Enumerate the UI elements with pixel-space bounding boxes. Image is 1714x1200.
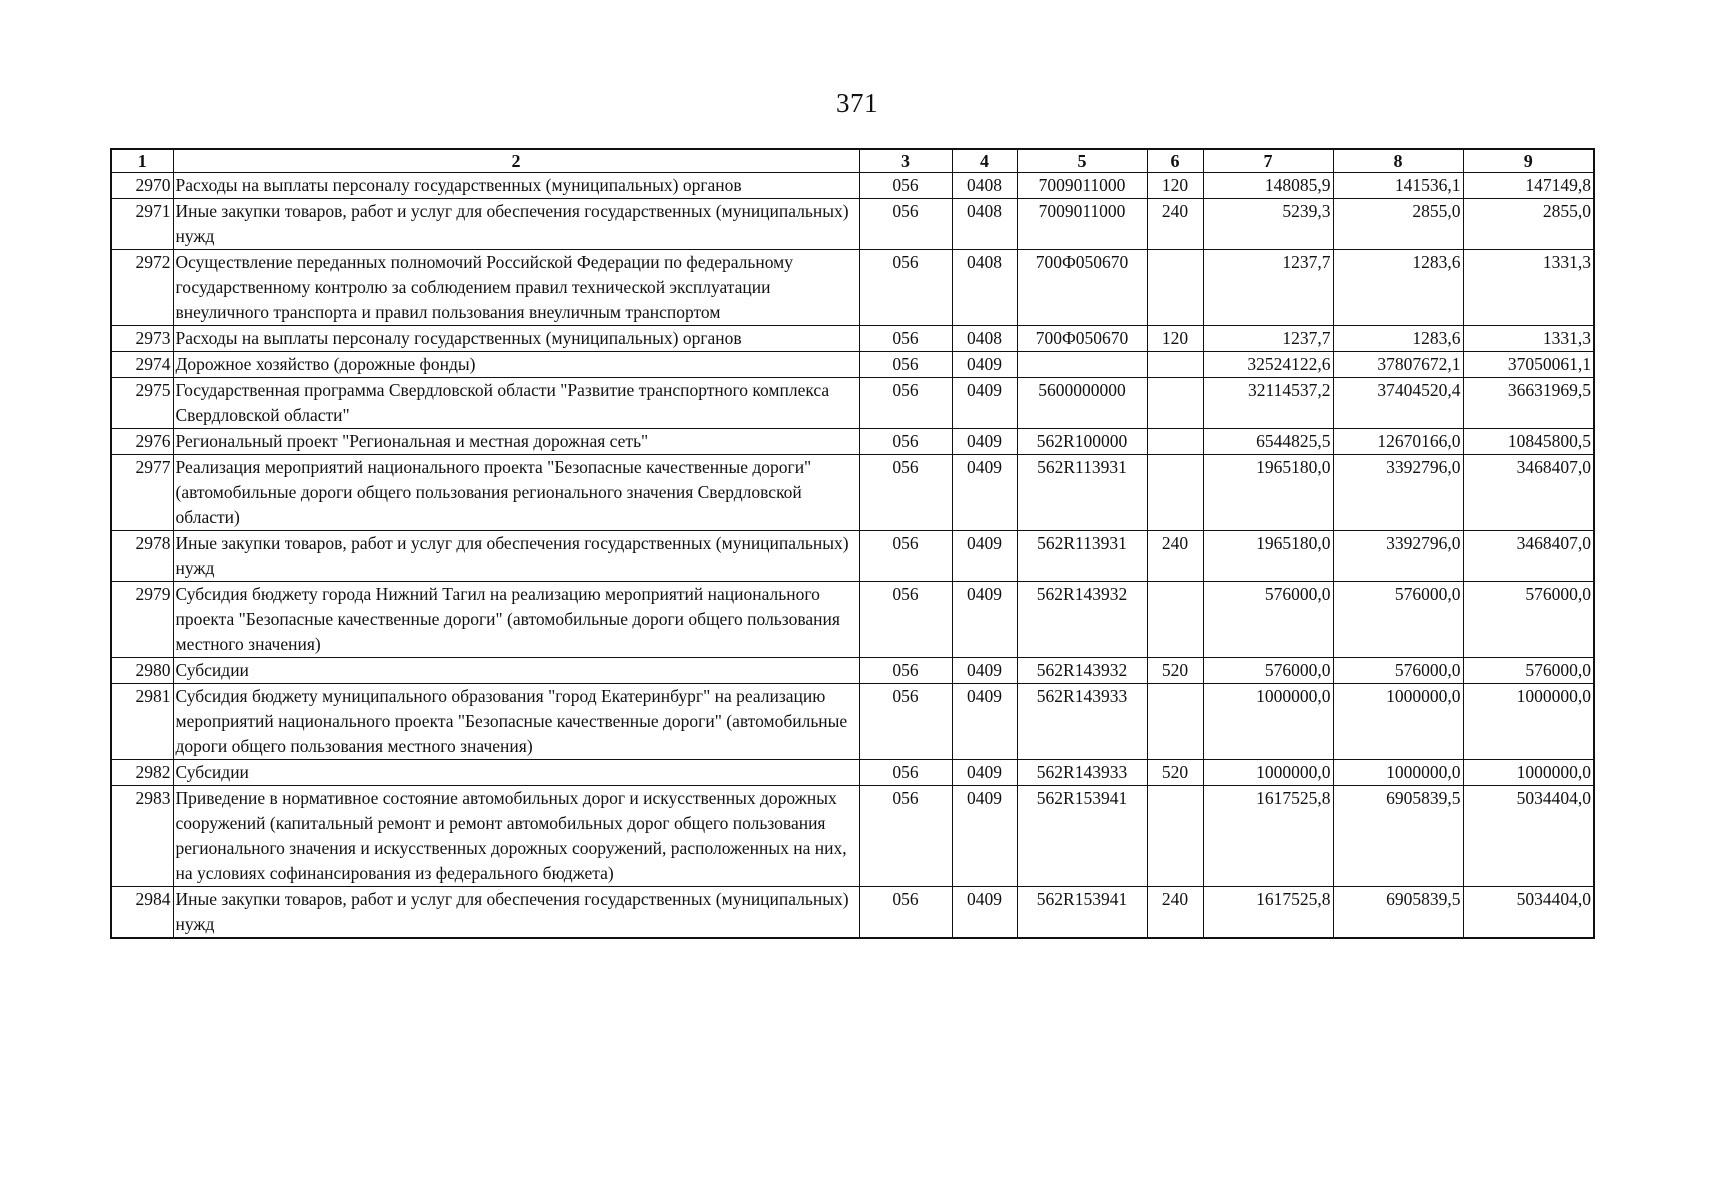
row-col7-amount: 1617525,8 xyxy=(1203,887,1333,939)
column-header-2: 2 xyxy=(173,149,859,173)
row-col3-code: 056 xyxy=(859,250,952,326)
row-col8-amount: 1000000,0 xyxy=(1333,684,1463,760)
row-col3-code: 056 xyxy=(859,326,952,352)
row-col7-amount: 6544825,5 xyxy=(1203,429,1333,455)
row-col3-code: 056 xyxy=(859,378,952,429)
row-col9-amount: 1331,3 xyxy=(1463,326,1594,352)
row-col6-type xyxy=(1147,786,1203,887)
row-col5-target: 562R153941 xyxy=(1017,887,1147,939)
row-description: Субсидии xyxy=(173,658,859,684)
row-description: Иные закупки товаров, работ и услуг для обеспечения государственных (муниципальных) нужд xyxy=(173,199,859,250)
row-col5-target: 5600000000 xyxy=(1017,378,1147,429)
row-col5-target: 562R100000 xyxy=(1017,429,1147,455)
column-header-6: 6 xyxy=(1147,149,1203,173)
row-col5-target xyxy=(1017,352,1147,378)
page-number: 371 xyxy=(836,88,878,118)
row-col4-section: 0408 xyxy=(952,326,1017,352)
row-description: Иные закупки товаров, работ и услуг для обеспечения государственных (муниципальных) нужд xyxy=(173,887,859,939)
row-number: 2982 xyxy=(111,760,173,786)
row-col6-type xyxy=(1147,455,1203,531)
row-number: 2977 xyxy=(111,455,173,531)
row-description: Осуществление переданных полномочий Российской Федерации по федеральному государственному контролю за соблюдением правил технической эксплуатации внеуличного транспорта и правил пользования внеуличным транспортом xyxy=(173,250,859,326)
row-col6-type: 240 xyxy=(1147,199,1203,250)
row-col5-target: 562R143932 xyxy=(1017,582,1147,658)
row-col5-target: 7009011000 xyxy=(1017,199,1147,250)
row-col8-amount: 37404520,4 xyxy=(1333,378,1463,429)
table-row xyxy=(111,531,1594,582)
row-col7-amount: 5239,3 xyxy=(1203,199,1333,250)
row-col8-amount: 1283,6 xyxy=(1333,326,1463,352)
row-col8-amount: 1000000,0 xyxy=(1333,760,1463,786)
row-description: Субсидия бюджету муниципального образования "город Екатеринбург" на реализацию мероприятий национального проекта "Безопасные качественные дороги" (автомобильные дороги общего пользования местного значения) xyxy=(173,684,859,760)
row-col7-amount: 1965180,0 xyxy=(1203,455,1333,531)
row-description: Реализация мероприятий национального проекта "Безопасные качественные дороги" (автомобильные дороги общего пользования регионального значения Свердловской области) xyxy=(173,455,859,531)
row-col4-section: 0409 xyxy=(952,429,1017,455)
row-number: 2984 xyxy=(111,887,173,939)
row-col4-section: 0409 xyxy=(952,760,1017,786)
row-col9-amount: 3468407,0 xyxy=(1463,531,1594,582)
row-number: 2981 xyxy=(111,684,173,760)
row-description: Расходы на выплаты персоналу государственных (муниципальных) органов xyxy=(173,173,859,199)
row-description: Дорожное хозяйство (дорожные фонды) xyxy=(173,352,859,378)
row-number: 2972 xyxy=(111,250,173,326)
row-col5-target: 562R143933 xyxy=(1017,684,1147,760)
row-col5-target: 562R143932 xyxy=(1017,658,1147,684)
column-header-3: 3 xyxy=(859,149,952,173)
table-row xyxy=(111,378,1594,429)
row-description: Государственная программа Свердловской области "Развитие транспортного комплекса Свердловской области" xyxy=(173,378,859,429)
column-header-4: 4 xyxy=(952,149,1017,173)
row-col6-type xyxy=(1147,429,1203,455)
row-col4-section: 0408 xyxy=(952,250,1017,326)
row-col9-amount: 3468407,0 xyxy=(1463,455,1594,531)
row-col7-amount: 576000,0 xyxy=(1203,582,1333,658)
row-col5-target: 562R153941 xyxy=(1017,786,1147,887)
row-col5-target: 562R113931 xyxy=(1017,455,1147,531)
column-header-7: 7 xyxy=(1203,149,1333,173)
column-header-5: 5 xyxy=(1017,149,1147,173)
row-col5-target: 7009011000 xyxy=(1017,173,1147,199)
row-col6-type xyxy=(1147,250,1203,326)
budget-table xyxy=(110,148,1595,939)
row-number: 2974 xyxy=(111,352,173,378)
row-col7-amount: 148085,9 xyxy=(1203,173,1333,199)
row-col9-amount: 5034404,0 xyxy=(1463,887,1594,939)
row-col3-code: 056 xyxy=(859,760,952,786)
column-header-8: 8 xyxy=(1333,149,1463,173)
table-row xyxy=(111,173,1594,199)
table-row xyxy=(111,429,1594,455)
row-col4-section: 0409 xyxy=(952,684,1017,760)
row-col3-code: 056 xyxy=(859,173,952,199)
table-row xyxy=(111,250,1594,326)
row-number: 2975 xyxy=(111,378,173,429)
row-col3-code: 056 xyxy=(859,786,952,887)
row-col6-type: 240 xyxy=(1147,531,1203,582)
row-col7-amount: 576000,0 xyxy=(1203,658,1333,684)
row-col6-type xyxy=(1147,378,1203,429)
row-col7-amount: 32524122,6 xyxy=(1203,352,1333,378)
row-col8-amount: 37807672,1 xyxy=(1333,352,1463,378)
row-number: 2971 xyxy=(111,199,173,250)
row-col3-code: 056 xyxy=(859,887,952,939)
row-number: 2978 xyxy=(111,531,173,582)
row-col4-section: 0409 xyxy=(952,455,1017,531)
row-number: 2973 xyxy=(111,326,173,352)
row-col7-amount: 1237,7 xyxy=(1203,326,1333,352)
row-col3-code: 056 xyxy=(859,684,952,760)
row-number: 2979 xyxy=(111,582,173,658)
row-col6-type: 120 xyxy=(1147,173,1203,199)
row-col9-amount: 147149,8 xyxy=(1463,173,1594,199)
row-col5-target: 700Ф050670 xyxy=(1017,326,1147,352)
row-col3-code: 056 xyxy=(859,658,952,684)
row-description: Региональный проект "Региональная и местная дорожная сеть" xyxy=(173,429,859,455)
row-col6-type xyxy=(1147,684,1203,760)
row-col8-amount: 3392796,0 xyxy=(1333,531,1463,582)
row-col4-section: 0409 xyxy=(952,378,1017,429)
row-col9-amount: 576000,0 xyxy=(1463,582,1594,658)
row-number: 2970 xyxy=(111,173,173,199)
table-row xyxy=(111,352,1594,378)
table-row xyxy=(111,786,1594,887)
row-col8-amount: 141536,1 xyxy=(1333,173,1463,199)
table-row xyxy=(111,199,1594,250)
row-col7-amount: 1617525,8 xyxy=(1203,786,1333,887)
table-row xyxy=(111,658,1594,684)
table-row xyxy=(111,455,1594,531)
row-col5-target: 562R113931 xyxy=(1017,531,1147,582)
row-col6-type xyxy=(1147,352,1203,378)
row-col7-amount: 32114537,2 xyxy=(1203,378,1333,429)
row-col6-type xyxy=(1147,582,1203,658)
row-col9-amount: 1000000,0 xyxy=(1463,684,1594,760)
row-number: 2980 xyxy=(111,658,173,684)
row-description: Приведение в нормативное состояние автомобильных дорог и искусственных дорожных сооружений (капитальный ремонт и ремонт автомобильных дорог общего пользования регионального значения и искусственных дорожных сооружений, расположенных на них, на условиях софинансирования из федерального бюджета) xyxy=(173,786,859,887)
row-description: Субсидия бюджету города Нижний Тагил на реализацию мероприятий национального проекта "Безопасные качественные дороги" (автомобильные дороги общего пользования местного значения) xyxy=(173,582,859,658)
row-col9-amount: 5034404,0 xyxy=(1463,786,1594,887)
row-col8-amount: 12670166,0 xyxy=(1333,429,1463,455)
row-description: Иные закупки товаров, работ и услуг для обеспечения государственных (муниципальных) нужд xyxy=(173,531,859,582)
row-col8-amount: 3392796,0 xyxy=(1333,455,1463,531)
row-col9-amount: 1331,3 xyxy=(1463,250,1594,326)
row-col8-amount: 576000,0 xyxy=(1333,582,1463,658)
row-col4-section: 0409 xyxy=(952,582,1017,658)
row-col8-amount: 576000,0 xyxy=(1333,658,1463,684)
row-col8-amount: 2855,0 xyxy=(1333,199,1463,250)
row-col6-type: 240 xyxy=(1147,887,1203,939)
row-col3-code: 056 xyxy=(859,455,952,531)
row-col4-section: 0409 xyxy=(952,786,1017,887)
row-col4-section: 0409 xyxy=(952,658,1017,684)
table-row xyxy=(111,582,1594,658)
row-col4-section: 0408 xyxy=(952,173,1017,199)
column-header-1: 1 xyxy=(111,149,173,173)
row-col9-amount: 10845800,5 xyxy=(1463,429,1594,455)
row-col8-amount: 6905839,5 xyxy=(1333,786,1463,887)
row-col3-code: 056 xyxy=(859,582,952,658)
column-header-9: 9 xyxy=(1463,149,1594,173)
row-col3-code: 056 xyxy=(859,531,952,582)
row-col4-section: 0409 xyxy=(952,531,1017,582)
row-description: Субсидии xyxy=(173,760,859,786)
row-col8-amount: 1283,6 xyxy=(1333,250,1463,326)
row-col7-amount: 1000000,0 xyxy=(1203,684,1333,760)
row-col6-type: 520 xyxy=(1147,658,1203,684)
table-row xyxy=(111,326,1594,352)
table-row xyxy=(111,684,1594,760)
row-col8-amount: 6905839,5 xyxy=(1333,887,1463,939)
header-row xyxy=(111,149,1594,173)
row-col9-amount: 2855,0 xyxy=(1463,199,1594,250)
row-col5-target: 562R143933 xyxy=(1017,760,1147,786)
row-col9-amount: 1000000,0 xyxy=(1463,760,1594,786)
row-col3-code: 056 xyxy=(859,429,952,455)
row-col7-amount: 1000000,0 xyxy=(1203,760,1333,786)
row-col9-amount: 37050061,1 xyxy=(1463,352,1594,378)
row-col9-amount: 36631969,5 xyxy=(1463,378,1594,429)
row-col3-code: 056 xyxy=(859,352,952,378)
row-col4-section: 0409 xyxy=(952,352,1017,378)
table-row xyxy=(111,887,1594,939)
row-col6-type: 520 xyxy=(1147,760,1203,786)
table-row xyxy=(111,760,1594,786)
row-number: 2983 xyxy=(111,786,173,887)
table-body xyxy=(111,173,1594,939)
row-col5-target: 700Ф050670 xyxy=(1017,250,1147,326)
row-col7-amount: 1237,7 xyxy=(1203,250,1333,326)
row-col9-amount: 576000,0 xyxy=(1463,658,1594,684)
row-col4-section: 0408 xyxy=(952,199,1017,250)
row-col7-amount: 1965180,0 xyxy=(1203,531,1333,582)
row-number: 2976 xyxy=(111,429,173,455)
row-description: Расходы на выплаты персоналу государственных (муниципальных) органов xyxy=(173,326,859,352)
row-col4-section: 0409 xyxy=(952,887,1017,939)
row-col6-type: 120 xyxy=(1147,326,1203,352)
row-col3-code: 056 xyxy=(859,199,952,250)
